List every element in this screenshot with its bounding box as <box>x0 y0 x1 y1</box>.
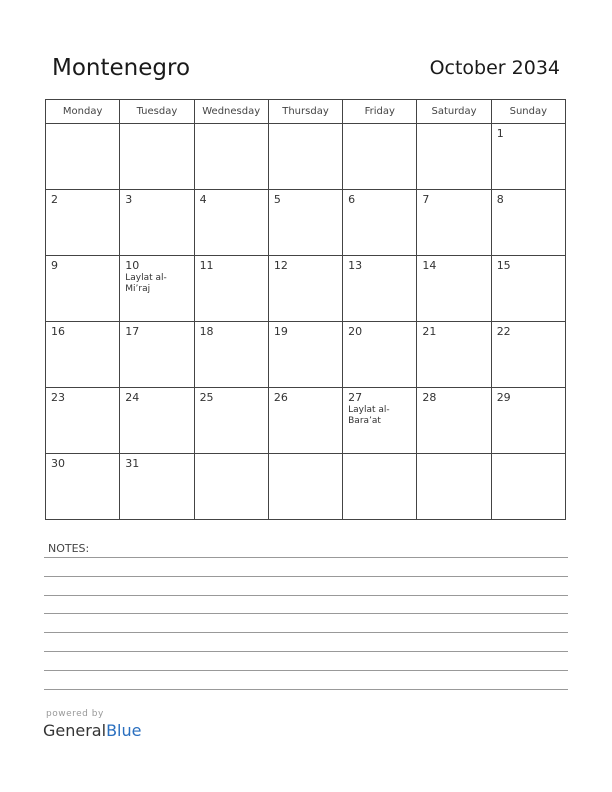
day-number: 6 <box>348 193 356 206</box>
day-number: 10 <box>125 259 140 272</box>
day-cell <box>268 388 342 454</box>
note-line <box>44 670 568 671</box>
day-number: 3 <box>125 193 133 206</box>
notes-label: NOTES: <box>48 542 90 555</box>
day-number <box>120 124 193 127</box>
day-cell <box>194 190 268 256</box>
day-cell <box>417 388 491 454</box>
week-row <box>46 388 566 454</box>
country-title: Montenegro <box>52 55 191 81</box>
day-cell <box>417 322 491 388</box>
day-cell <box>194 124 268 190</box>
day-cell <box>343 190 417 256</box>
day-number: 13 <box>348 259 363 272</box>
day-number <box>343 454 416 457</box>
weekday-header-row <box>46 100 566 124</box>
day-number <box>46 124 119 127</box>
note-line <box>44 632 568 633</box>
day-cell <box>268 322 342 388</box>
day-cell <box>417 256 491 322</box>
day-cell <box>268 256 342 322</box>
brand-general: General <box>43 721 107 740</box>
day-number: 21 <box>422 325 437 338</box>
weekday-header: Tuesday <box>120 100 194 124</box>
day-cell <box>268 454 342 520</box>
weekday-header: Thursday <box>268 100 342 124</box>
weekday-header: Wednesday <box>194 100 268 124</box>
day-number: 15 <box>496 259 511 272</box>
day-cell <box>491 388 565 454</box>
day-number: 7 <box>422 193 430 206</box>
note-line <box>44 595 568 596</box>
day-cell <box>120 190 194 256</box>
week-row <box>46 322 566 388</box>
day-number <box>417 454 490 457</box>
day-cell <box>417 190 491 256</box>
day-cell <box>46 124 120 190</box>
day-number: 20 <box>348 325 363 338</box>
day-number: 2 <box>51 193 58 206</box>
day-cell <box>46 190 120 256</box>
day-number: 23 <box>51 391 65 404</box>
day-cell <box>46 322 120 388</box>
week-row <box>46 124 566 190</box>
day-number <box>195 454 268 457</box>
note-line <box>44 576 568 577</box>
holiday-label: Laylat al-Mi’raj <box>125 273 167 294</box>
day-cell <box>194 388 268 454</box>
day-cell <box>46 454 120 520</box>
day-number: 9 <box>51 259 58 272</box>
note-line <box>44 689 568 690</box>
day-cell <box>491 256 565 322</box>
day-number: 11 <box>199 259 214 272</box>
weekday-header: Friday <box>343 100 417 124</box>
day-cell <box>120 124 194 190</box>
day-cell <box>491 454 565 520</box>
month-title: October 2034 <box>429 57 560 79</box>
day-number: 30 <box>51 457 65 470</box>
powered-by-text: powered by <box>46 709 104 719</box>
day-number: 19 <box>273 325 288 338</box>
day-cell <box>417 124 491 190</box>
day-number: 8 <box>496 193 504 206</box>
day-number: 31 <box>125 457 140 470</box>
note-line <box>44 651 568 652</box>
day-number: 14 <box>422 259 437 272</box>
weekday-header: Saturday <box>417 100 491 124</box>
brand-blue: Blue <box>106 721 142 740</box>
day-cell <box>120 388 194 454</box>
weekday-header: Monday <box>46 100 120 124</box>
day-number: 17 <box>125 325 140 338</box>
brand-logo <box>43 721 141 740</box>
day-cell <box>343 454 417 520</box>
day-cell <box>491 124 565 190</box>
day-number: 22 <box>496 325 511 338</box>
calendar-grid <box>45 99 566 520</box>
weekday-header: Sunday <box>491 100 565 124</box>
day-number <box>269 124 342 127</box>
day-number: 18 <box>199 325 214 338</box>
week-row <box>46 190 566 256</box>
day-cell <box>194 256 268 322</box>
day-number: 27 <box>348 391 363 404</box>
day-number: 5 <box>273 193 281 206</box>
day-number: 24 <box>125 391 140 404</box>
note-line <box>44 557 568 558</box>
day-cell <box>194 322 268 388</box>
day-cell <box>120 256 194 322</box>
day-number: 1 <box>496 127 504 140</box>
day-cell <box>343 322 417 388</box>
day-number: 25 <box>199 391 214 404</box>
holiday-label: Laylat al-Bara’at <box>348 405 390 426</box>
week-row <box>46 454 566 520</box>
day-cell <box>120 322 194 388</box>
day-cell <box>343 388 417 454</box>
day-number: 26 <box>273 391 288 404</box>
day-cell <box>46 256 120 322</box>
day-cell <box>268 190 342 256</box>
day-cell <box>491 322 565 388</box>
note-line <box>44 613 568 614</box>
day-number: 16 <box>51 325 65 338</box>
day-number: 4 <box>199 193 207 206</box>
day-cell <box>343 256 417 322</box>
day-cell <box>268 124 342 190</box>
day-cell <box>120 454 194 520</box>
day-number <box>195 124 268 127</box>
day-number: 29 <box>496 391 511 404</box>
day-number: 12 <box>273 259 288 272</box>
day-number <box>269 454 342 457</box>
day-cell <box>194 454 268 520</box>
day-number <box>417 124 490 127</box>
day-cell <box>491 190 565 256</box>
day-cell <box>343 124 417 190</box>
week-row <box>46 256 566 322</box>
day-cell <box>46 388 120 454</box>
day-number: 28 <box>422 391 437 404</box>
day-number <box>343 124 416 127</box>
day-cell <box>417 454 491 520</box>
day-number <box>492 454 565 457</box>
